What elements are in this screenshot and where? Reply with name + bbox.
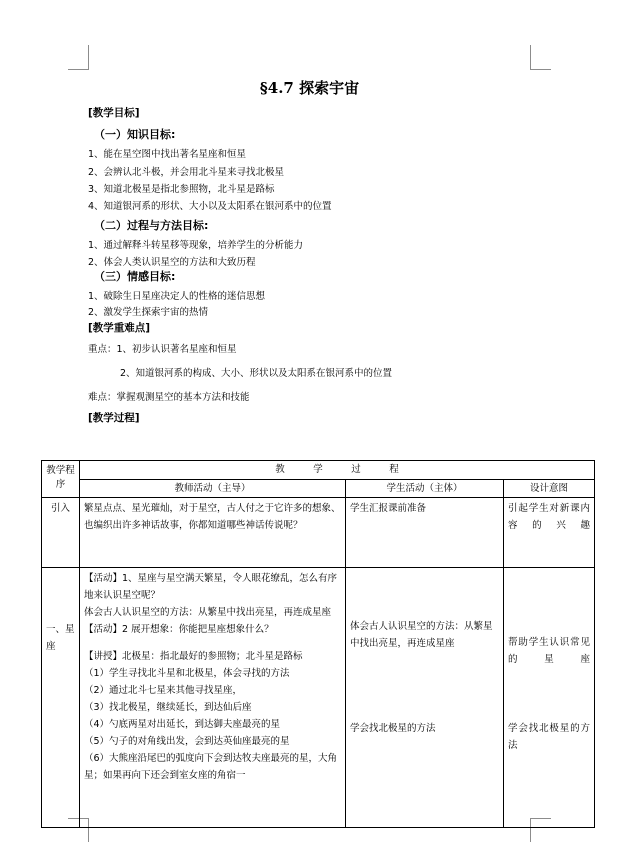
design-text: 帮助学生认识常见的星座 bbox=[508, 637, 590, 665]
design-text: 学会找北极星的方法 bbox=[508, 723, 590, 751]
crop-mark bbox=[530, 69, 551, 70]
knowledge-item: 1、能在星空图中找出著名星座和恒星 bbox=[88, 149, 247, 160]
table-row bbox=[42, 498, 595, 568]
header-design: 设计意图 bbox=[504, 480, 595, 498]
teacher-text: 繁星点点、星光璀灿，对于星空，古人付之于它许多的想象、也编织出许多神话故事，你都知道哪些神话传说呢？ bbox=[84, 503, 341, 531]
process-section-heading: [教学过程] bbox=[88, 412, 140, 424]
key-point-line: 重点：1、初步认识著名星座和恒星 bbox=[88, 344, 237, 355]
teacher-text: （2）通过北斗七星来其他寻找星座， bbox=[84, 685, 243, 696]
row-teacher bbox=[80, 568, 346, 828]
table-row bbox=[42, 568, 595, 828]
knowledge-item: 2、会辨认北斗极，并会用北斗星来寻找北极星 bbox=[88, 167, 285, 178]
teacher-text: 【活动】1、星座与星空满天繁星，令人眼花缭乱，怎么有序地来认识星空呢？ bbox=[84, 573, 338, 601]
table-subheader-row bbox=[42, 480, 595, 498]
difficulty-line: 难点：掌握观测星空的基本方法和技能 bbox=[88, 392, 250, 403]
row-sequence: 一、星座 bbox=[42, 568, 80, 828]
row-student bbox=[346, 498, 504, 568]
key-point-line: 2、知道银河系的构成、大小、形状以及太阳系在银河系中的位置 bbox=[120, 368, 393, 379]
student-text: 学生汇报课前准备 bbox=[350, 503, 427, 514]
header-sequence: 教学程序 bbox=[42, 461, 80, 498]
lesson-plan-table bbox=[41, 460, 595, 828]
teacher-text: （4）勺底两星对出延长，到达御夫座最亮的星 bbox=[84, 719, 281, 730]
student-text: 体会古人认识星空的方法：从繁星中找出亮星，再连成星座 bbox=[350, 621, 493, 649]
row-sequence: 引入 bbox=[42, 498, 80, 568]
row-teacher bbox=[80, 498, 346, 568]
teacher-text: （6）大熊座沿尾巴的弧度向下会到达牧夫座最亮的星，大角星；如果再向下还会到室女座的角宿一 bbox=[84, 753, 338, 781]
process-item: 2、体会人类认识星空的方法和大致历程 bbox=[88, 257, 256, 268]
crop-mark bbox=[68, 69, 89, 70]
knowledge-heading: （一）知识目标: bbox=[94, 128, 176, 141]
header-process: 教 学 过 程 bbox=[80, 461, 595, 480]
teacher-text bbox=[84, 638, 341, 648]
crop-mark bbox=[530, 45, 531, 69]
teacher-text: （3）找北极星，继续延长，到达仙后座 bbox=[84, 702, 252, 713]
header-teacher: 教师活动（主导） bbox=[80, 480, 346, 498]
row-design bbox=[504, 498, 595, 568]
key-points-heading: [教学重难点] bbox=[88, 322, 151, 334]
emotion-item: 2、激发学生探索宇宙的热情 bbox=[88, 307, 209, 318]
emotion-item: 1、破除生日星座决定人的性格的迷信思想 bbox=[88, 291, 266, 302]
header-student: 学生活动（主体） bbox=[346, 480, 504, 498]
teacher-text: 体会古人认识星空的方法：从繁星中找出亮星，再连成星座 bbox=[84, 607, 332, 618]
knowledge-item: 4、知道银河系的形状、大小以及太阳系在银河系中的位置 bbox=[88, 201, 332, 212]
teacher-text: 【讲授】北极星：指北最好的参照物；北斗星是路标 bbox=[84, 651, 303, 662]
teacher-text: （5）勺子的对角线出发，会到达英仙座最亮的星 bbox=[84, 736, 290, 747]
teacher-text: （1）学生寻找北斗星和北极星，体会寻找的方法 bbox=[84, 668, 290, 679]
student-text: 学会找北极星的方法 bbox=[350, 723, 436, 734]
emotion-heading: （三）情感目标: bbox=[94, 270, 176, 283]
process-item: 1、通过解释斗转星移等现象，培养学生的分析能力 bbox=[88, 240, 304, 251]
knowledge-item: 3、知道北极星是指北参照物，北斗星是路标 bbox=[88, 184, 275, 195]
crop-mark bbox=[88, 45, 89, 69]
teacher-text: 【活动】2 展开想象：你能把星座想象什么？ bbox=[84, 624, 274, 635]
row-design bbox=[504, 568, 595, 828]
design-text: 引起学生对新课内容的兴趣 bbox=[508, 503, 590, 531]
page-title: §4.7 探索宇宙 bbox=[259, 79, 360, 97]
row-student bbox=[346, 568, 504, 828]
objectives-heading: [教学目标] bbox=[88, 107, 140, 119]
table-header-row bbox=[42, 461, 595, 480]
process-heading: （二）过程与方法目标: bbox=[94, 219, 209, 232]
